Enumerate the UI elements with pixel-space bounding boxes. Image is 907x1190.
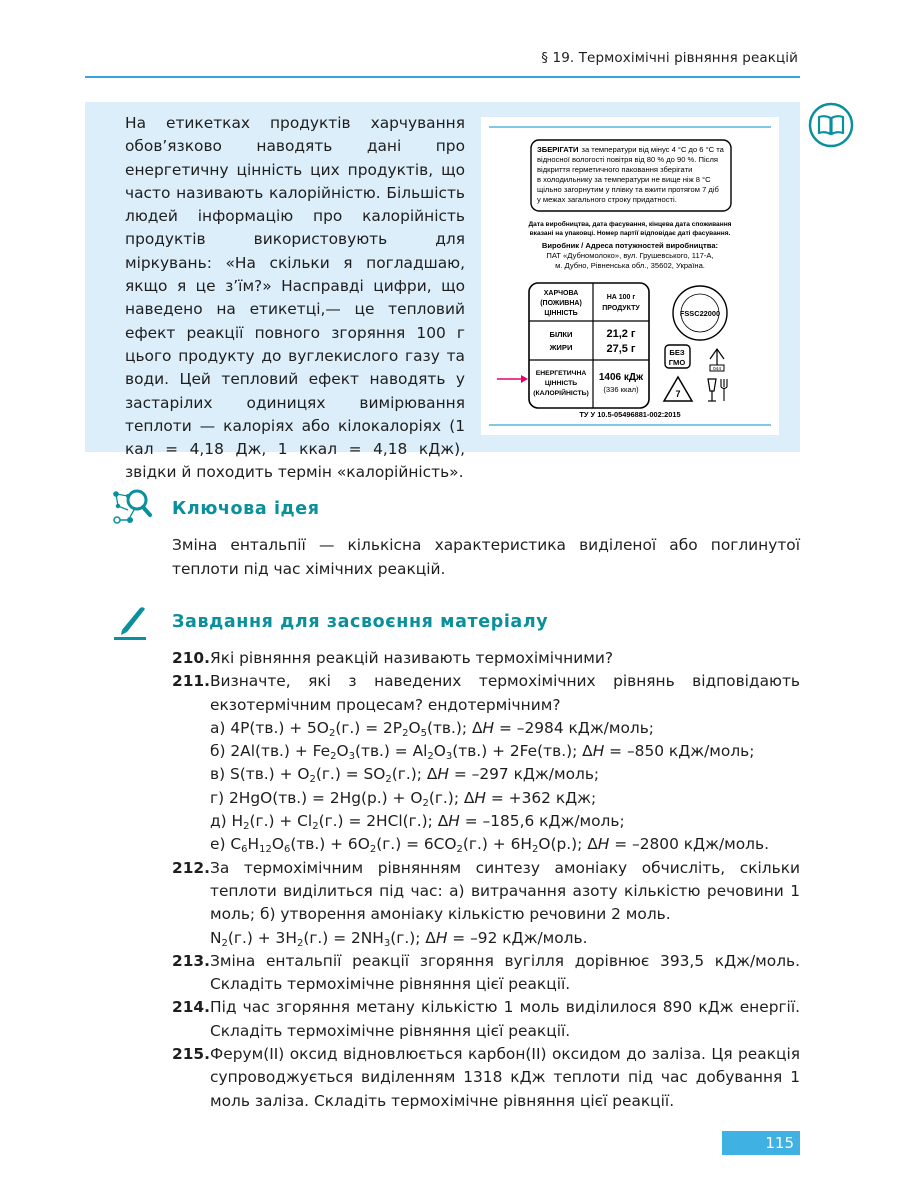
key-idea-heading: Ключова ідея [172, 499, 320, 519]
food-safe-icon [710, 349, 724, 372]
equation-a: а) $4P(тв.) + 5O_2(г.) = 2P_2O_5(тв.)$; ΔH = –2984 кДж/моль; [210, 718, 654, 739]
arrow-icon [497, 375, 528, 383]
label-maker-1: Виробник / Адреса потужностей виробництва: [541, 241, 719, 250]
label-proteins: БІЛКИ [549, 330, 573, 339]
page-header [85, 0, 800, 78]
product-label [481, 117, 779, 435]
tasks-heading: Завдання для засвоєння матеріалу [172, 612, 549, 632]
equation-e: д) $H_2(г.) + Cl_2(г.) = 2HCl(г.)$; ΔH = –185,6 кДж/моль; [210, 812, 625, 833]
label-energy-kj: 1406 кДж [598, 372, 644, 383]
label-glass: 044 [712, 367, 722, 372]
label-recycle: 7 [675, 389, 681, 399]
label-tu: ТУ У 10.5-05496881-002:2015 [579, 410, 681, 419]
label-dates-2: вказані на упаковці. Номер партії відповідає даті фасування. [529, 230, 731, 237]
task-text: Під час згоряння метану кількістю 1 моль виділилося 890 кДж енергії. Складіть термохімічне рівняння цієї реакції. [210, 998, 800, 1040]
info-box [85, 102, 800, 482]
label-storage-2: відносної вологості повітря від 80 % до 90 %. Після [537, 155, 718, 164]
label-storage-3: відкриття герметичного паковання зберігати [537, 165, 693, 174]
task-text: За термохімічним рівнянням синтезу амоніаку обчисліть, скільки теплоти виділиться під час: а) витрачання азоту кількістю речовини 1 моль; б) утворення амоніаку кількістю речовини 2 моль. [210, 858, 800, 924]
task-215 [172, 1043, 800, 1113]
label-fssc: FSSC22000 [679, 309, 721, 318]
label-per-2: ПРОДУКТУ [602, 305, 640, 312]
pencil-icon [112, 602, 150, 642]
equation-d: г) $2HgO(тв.) = 2Hg(р.) + O_2(г.)$; ΔH = +362 кДж; [210, 788, 597, 809]
recycle-icon [664, 377, 692, 401]
label-energy-1: ЕНЕРГЕТИЧНА [535, 370, 587, 377]
svg-text:ЗБЕРІГАТИза температури від мі [537, 145, 725, 154]
label-storage-bold: ЗБЕРІГАТИ [537, 145, 579, 154]
task-text: Зміна ентальпії реакції згоряння вугілля дорівнює 393,5 кДж/моль. Складіть термохімічне рівняння цієї реакції. [210, 951, 800, 994]
task-text: Які рівняння реакцій називають термохімічними? [210, 649, 613, 667]
task-213 [172, 950, 800, 997]
label-gmo-1: БЕЗ [669, 348, 685, 357]
task-number: 211. [172, 672, 210, 691]
product-label-drawing [481, 117, 779, 435]
task-number: 212. [172, 858, 210, 877]
equation-ammonia: $N_2(г.) + 3H_2(г.) = 2NH_3(г.)$; ΔH = –92 кДж/моль. [210, 928, 588, 949]
running-title: § 19. Термохімічні рівняння реакцій [541, 50, 798, 66]
label-nut-2: (ПОЖИВНА) [540, 300, 582, 307]
book-icon [808, 102, 854, 148]
label-fats: ЖИРИ [549, 343, 573, 352]
label-storage-1: за температури від мінус 4 °С до 6 °С та [581, 145, 724, 154]
info-text: На етикетках продуктів харчування обов’язково наводять дані про енергетичну цінність цих продуктів, що часто називають калорійністю. Більшість людей інформацію про калорійність продуктів використовують для міркувань: «На скільки я погладшаю, якщо я це з’їм?» Насправді цифри, що наведено на етикетці,— це тепловий ефект реакції повного згоряння 100 г цього продукту до вуглекислого газу та води. Цей тепловий ефект наводять у застарілих одиницях вимірювання теплоти — калоріях або кілокалоріях (1 кал = 4,18 Дж, 1 ккал = 4,18 кДж), звідки й походить термін «калорійність». [125, 114, 465, 482]
fssc-seal-icon [673, 286, 727, 340]
label-storage-5: щільно загорнутим у плівку та вжити протягом 7 діб [537, 185, 719, 194]
task-number: 214. [172, 998, 210, 1017]
no-gmo-icon [665, 345, 690, 368]
label-nut-1: ХАРЧОВА [543, 290, 579, 297]
label-maker-3: м. Дубно, Рівненська обл., 35602, Україна. [555, 261, 705, 270]
label-fats-val: 27,5 г [606, 343, 636, 355]
key-idea-text: Зміна ентальпії — кількісна характеристика виділеної або поглинутої теплоти під час хімічних реакцій. [172, 536, 800, 578]
label-storage-4: в холодильнику за температури не вище ніж 8 °С [537, 175, 711, 184]
task-number: 213. [172, 951, 210, 970]
task-list [172, 647, 800, 1113]
task-214 [172, 996, 800, 1043]
equation-f: е) $C_6H_{12}O_6(тв.) + 6O_2(г.) = 6CO_2(г.) + 6H_2O(р.)$; ΔH = –2800 кДж/моль. [210, 835, 769, 856]
label-storage-6: у межах загального строку придатності. [537, 195, 677, 204]
label-proteins-val: 21,2 г [606, 328, 636, 340]
task-text: Визначте, які з наведених термохімічних рівнянь відповідають екзотермічним процесам? ендотермічним? [210, 672, 800, 714]
glass-fork-icon [708, 379, 727, 401]
key-idea-icon [110, 486, 154, 528]
equation-c: в) $S(тв.) + O_2(г.) = SO_2(г.)$; ΔH = –297 кДж/моль; [210, 765, 600, 786]
label-maker-2: ПАТ «Дубномолоко», вул. Грушевського, 117-А, [546, 251, 714, 260]
task-number: 215. [172, 1045, 210, 1064]
task-210 [172, 647, 800, 670]
page-number: 115 [722, 1131, 800, 1155]
label-per-1: НА 100 г [606, 294, 636, 301]
label-nut-3: ЦІННІСТЬ [544, 310, 578, 317]
task-212 [172, 857, 800, 950]
label-dates-1: Дата виробництва, дата фасування, кінцева дата споживання [528, 221, 732, 228]
label-energy-2: ЦІННІСТЬ [544, 380, 578, 387]
label-energy-kcal: (336 ккал) [603, 385, 639, 394]
equation-b: б) $2Al(тв.) + Fe_2O_3(тв.) = Al_2O_3(тв.) + 2Fe(тв.)$; ΔH = –850 кДж/моль; [210, 742, 755, 763]
label-energy-3: (КАЛОРІЙНІСТЬ) [533, 390, 589, 397]
task-text: Ферум(ІІ) оксид відновлюється карбон(ІІ) оксидом до заліза. Ця реакція супроводжується виділенням 1318 кДж теплоти під час добування 1 моль заліза. Складіть термохімічне рівняння цієї реакції. [210, 1045, 800, 1110]
task-number: 210. [172, 649, 210, 667]
label-gmo-2: ГМО [668, 358, 686, 367]
task-211 [172, 670, 800, 856]
